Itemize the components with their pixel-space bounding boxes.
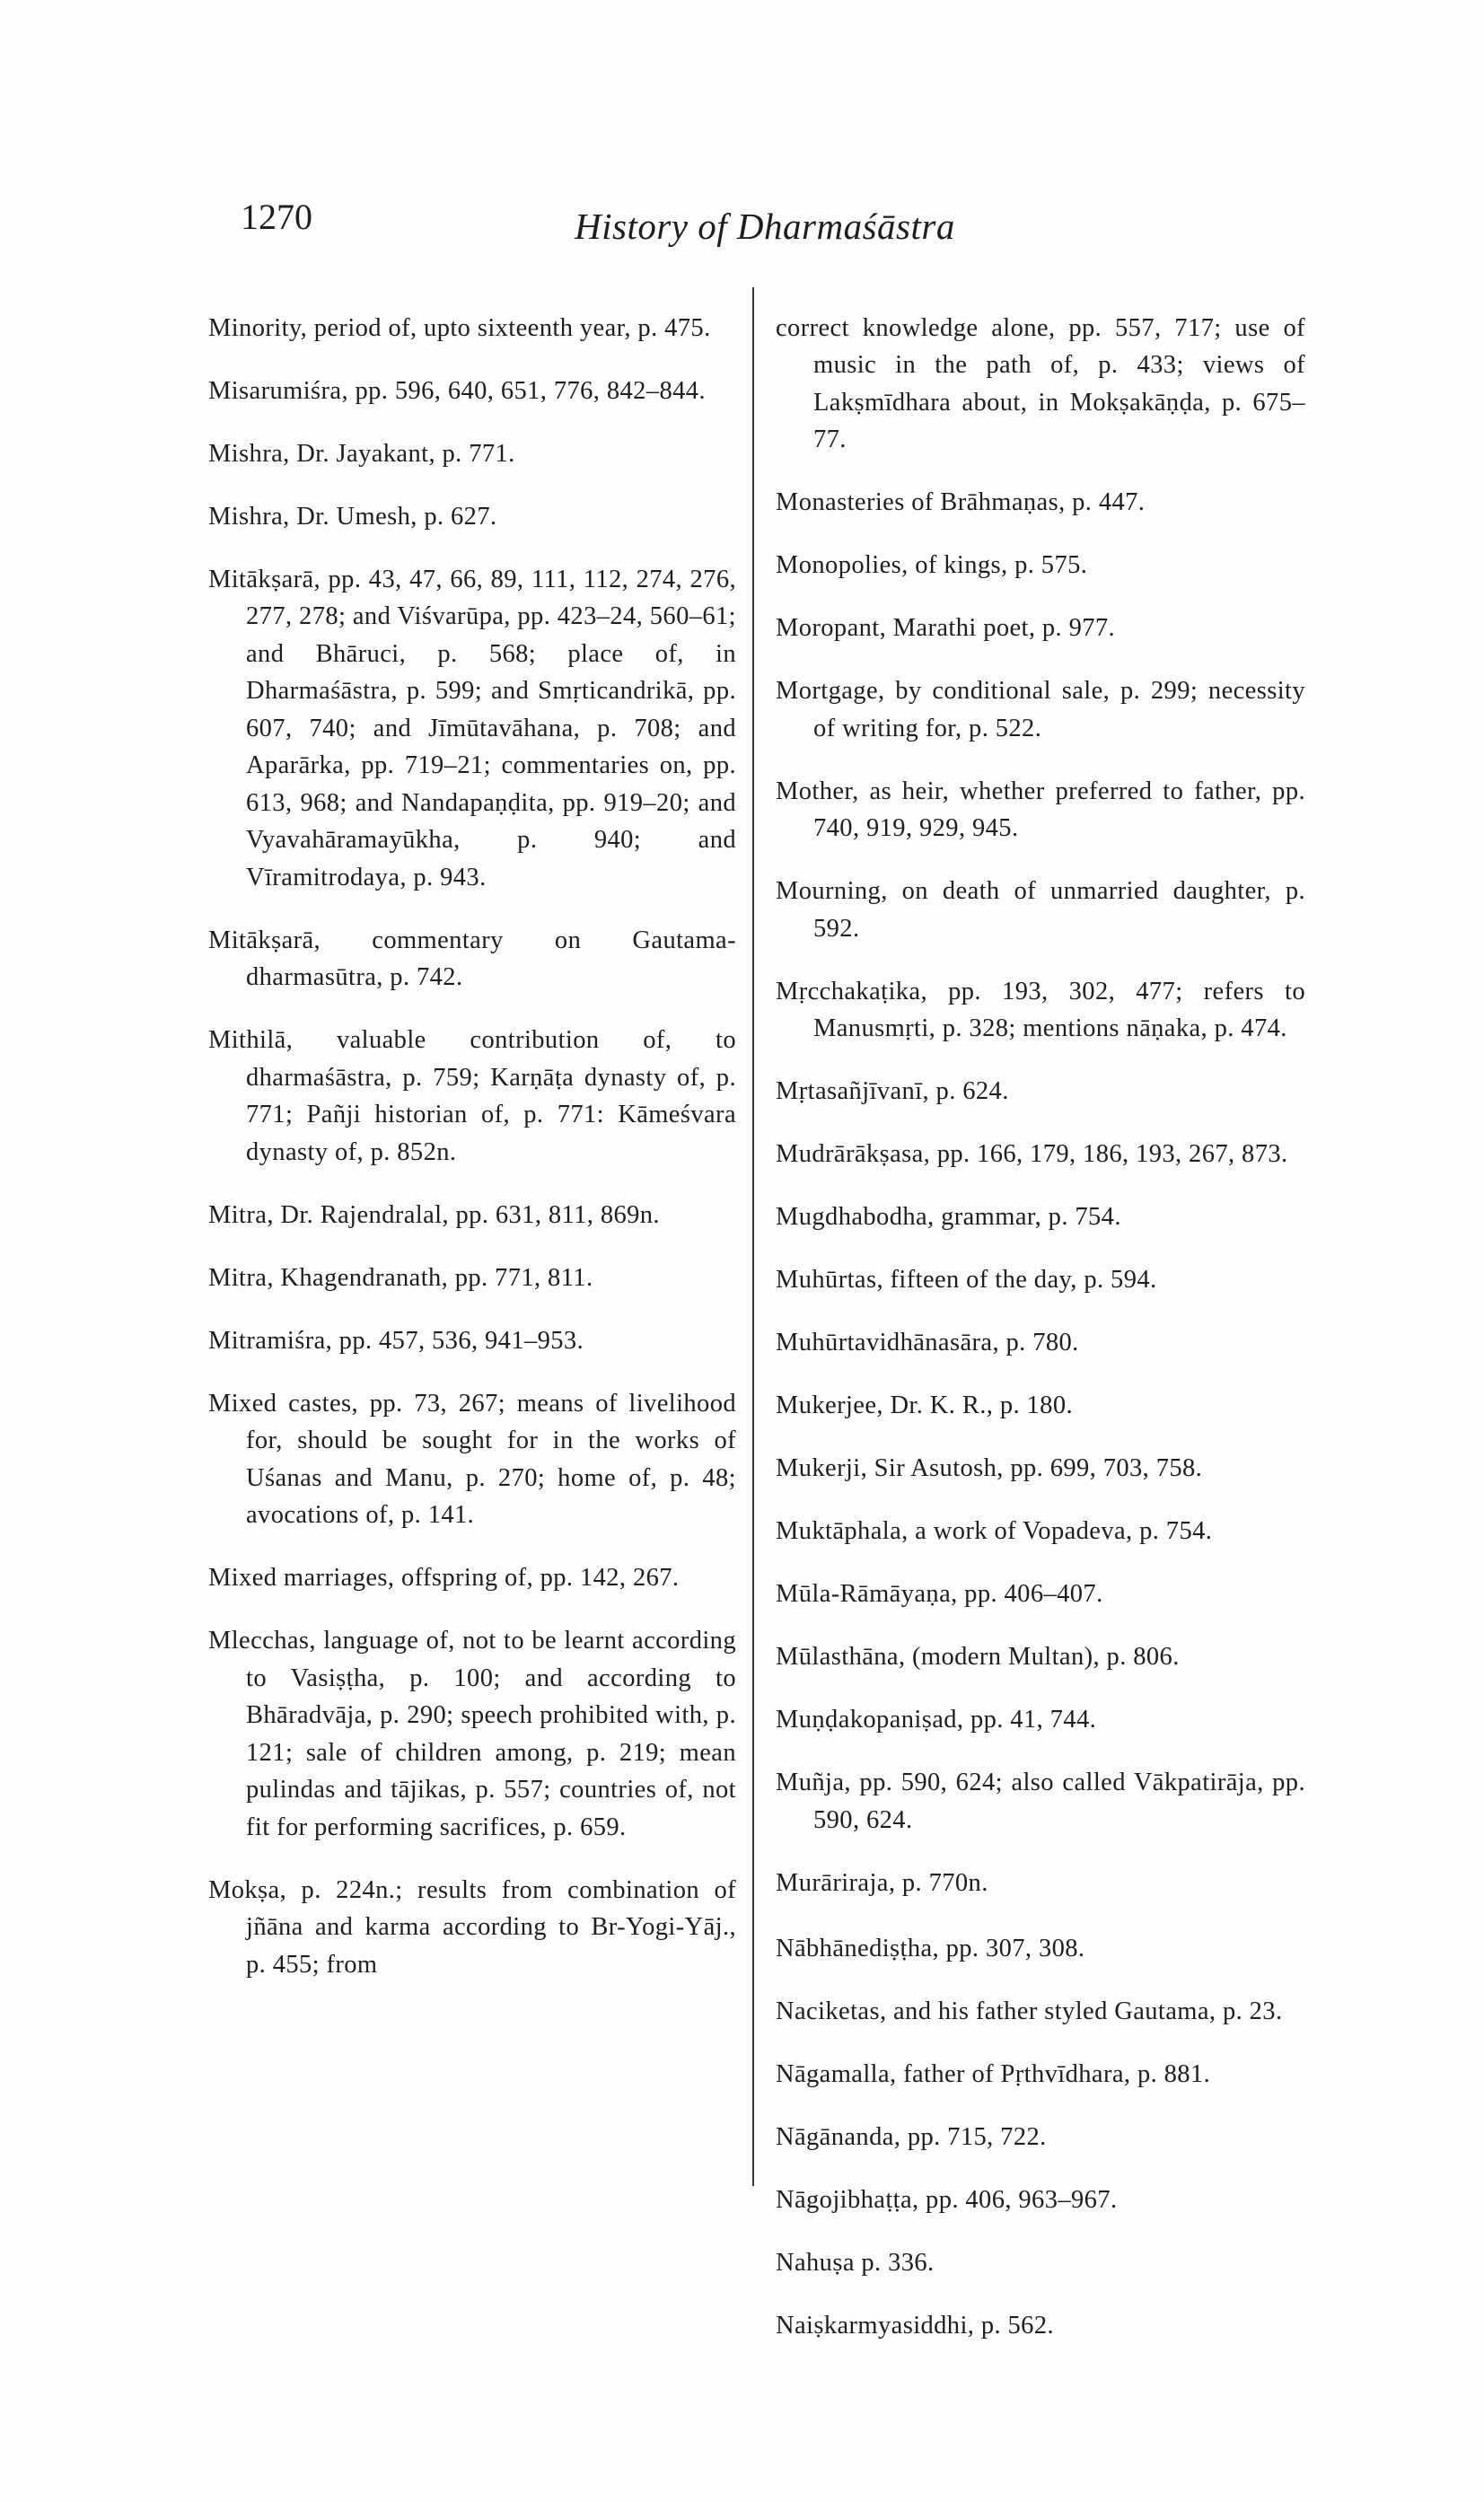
index-entry: Mitākṣarā, pp. 43, 47, 66, 89, 111, 112, 274, 276, 277, 278; and Viśvarūpa, pp. 423–24, 560–61; and Bhāruci, p. 568; place of, in Dharmaśāstra, p. 599; and Smṛticandrikā, pp. 607, 740; and Jīmūtavāhana, p. 708; and Aparārka, pp. 719–21; commentaries on, pp. 613, 968; and Nandapaṇḍita, pp. 919–20; and Vyavahāramayūkha, p. 940; and Vīramitrodaya, p. 943. xyxy=(208,565,736,891)
index-entry: Mūlasthāna, (modern Multan), p. 806. xyxy=(776,1643,1180,1671)
index-entry: Mother, as heir, whether preferred to father, pp. 740, 919, 929, 945. xyxy=(776,777,1305,842)
index-entry: Mishra, Dr. Jayakant, p. 771. xyxy=(208,439,515,468)
index-entry: Monopolies, of kings, p. 575. xyxy=(776,551,1088,579)
index-entry: Mitra, Dr. Rajendralal, pp. 631, 811, 869n. xyxy=(208,1200,660,1229)
index-entry: Minority, period of, upto sixteenth year, p. 475. xyxy=(208,313,711,342)
index-entry: Mitramiśra, pp. 457, 536, 941–953. xyxy=(208,1326,584,1355)
index-entry: Mokṣa, p. 224n.; results from combination of jñāna and karma according to Br-Yogi-Yāj., p. 455; from xyxy=(208,1875,736,1979)
index-entry: Mithilā, valuable contribution of, to dharmaśāstra, p. 759; Karṇāṭa dynasty of, p. 771; Pañji historian of, p. 771: Kāmeśvara dynasty of, p. 852n. xyxy=(208,1026,736,1166)
index-entry: Mixed castes, pp. 73, 267; means of livelihood for, should be sought for in the works of Uśanas and Manu, p. 270; home of, p. 48; avocations of, p. 141. xyxy=(208,1389,736,1529)
page-number: 1270 xyxy=(241,197,312,237)
index-entry: Nāgānanda, pp. 715, 722. xyxy=(776,2123,1047,2151)
index-entry: Muṇḍakopaniṣad, pp. 41, 744. xyxy=(776,1706,1097,1734)
index-entry: Misarumiśra, pp. 596, 640, 651, 776, 842–844. xyxy=(208,376,706,405)
index-entry: Nāgojibhaṭṭa, pp. 406, 963–967. xyxy=(776,2186,1118,2214)
index-entry: Mṛcchakaṭika, pp. 193, 302, 477; refers to Manusmṛti, p. 328; mentions nāṇaka, p. 474. xyxy=(776,977,1305,1042)
index-column-right xyxy=(776,284,1305,2361)
index-entry: Mukerjee, Dr. K. R., p. 180. xyxy=(776,1391,1073,1419)
index-entry: Mishra, Dr. Umesh, p. 627. xyxy=(208,502,497,531)
index-entry: Mṛtasañjīvanī, p. 624. xyxy=(776,1077,1009,1105)
index-entry: Murāriraja, p. 770n. xyxy=(776,1868,988,1897)
running-title: History of Dharmaśāstra xyxy=(575,206,955,247)
index-entry: Mitra, Khagendranath, pp. 771, 811. xyxy=(208,1263,593,1292)
index-entry: Nābhānediṣṭha, pp. 307, 308. xyxy=(776,1935,1085,1962)
column-divider xyxy=(752,287,754,2186)
index-entry: Muhūrtas, fifteen of the day, p. 594. xyxy=(776,1266,1157,1294)
index-entry: Muhūrtavidhānasāra, p. 780. xyxy=(776,1329,1079,1356)
index-entry: Naiṣkarmyasiddhi, p. 562. xyxy=(776,2312,1055,2340)
index-entry: Mlecchas, language of, not to be learnt according to Vasiṣṭha, p. 100; and according to Bhāradvāja, p. 290; speech prohibited with, p. 121; sale of children among, p. 219; mean pulindas and tājikas, p. 557; countries of, not fit for performing sacrifices, p. 659. xyxy=(208,1627,736,1841)
index-entry: Mitākṣarā, commentary on Gautama-dharmasūtra, p. 742. xyxy=(208,926,736,991)
index-entry: Mourning, on death of unmarried daughter, p. 592. xyxy=(776,877,1305,943)
index-entry: Muktāphala, a work of Vopadeva, p. 754. xyxy=(776,1517,1213,1545)
index-entry: Mukerji, Sir Asutosh, pp. 699, 703, 758. xyxy=(776,1454,1203,1482)
index-entry: correct knowledge alone, pp. 557, 717; use of music in the path of, p. 433; views of Lakṣmīdhara about, in Mokṣakāṇḍa, p. 675–77. xyxy=(776,313,1305,453)
index-entry: Mixed marriages, offspring of, pp. 142, 267. xyxy=(208,1564,680,1592)
index-entry: Monasteries of Brāhmaṇas, p. 447. xyxy=(776,488,1146,516)
index-entry: Moropant, Marathi poet, p. 977. xyxy=(776,614,1116,642)
index-entry: Mortgage, by conditional sale, p. 299; necessity of writing for, p. 522. xyxy=(776,677,1305,742)
index-entry: Mugdhabodha, grammar, p. 754. xyxy=(776,1203,1121,1231)
index-entry: Mudrārākṣasa, pp. 166, 179, 186, 193, 267, 873. xyxy=(776,1140,1288,1168)
index-column-left xyxy=(208,284,736,1999)
index-entry: Nahuṣa p. 336. xyxy=(776,2249,935,2277)
index-entry: Nāgamalla, father of Pṛthvīdhara, p. 881. xyxy=(776,2060,1211,2088)
index-entry: Muñja, pp. 590, 624; also called Vākpatirāja, pp. 590, 624. xyxy=(776,1769,1305,1834)
index-entry: Mūla-Rāmāyaṇa, pp. 406–407. xyxy=(776,1580,1103,1608)
index-entry: Naciketas, and his father styled Gautama, p. 23. xyxy=(776,1997,1283,2025)
